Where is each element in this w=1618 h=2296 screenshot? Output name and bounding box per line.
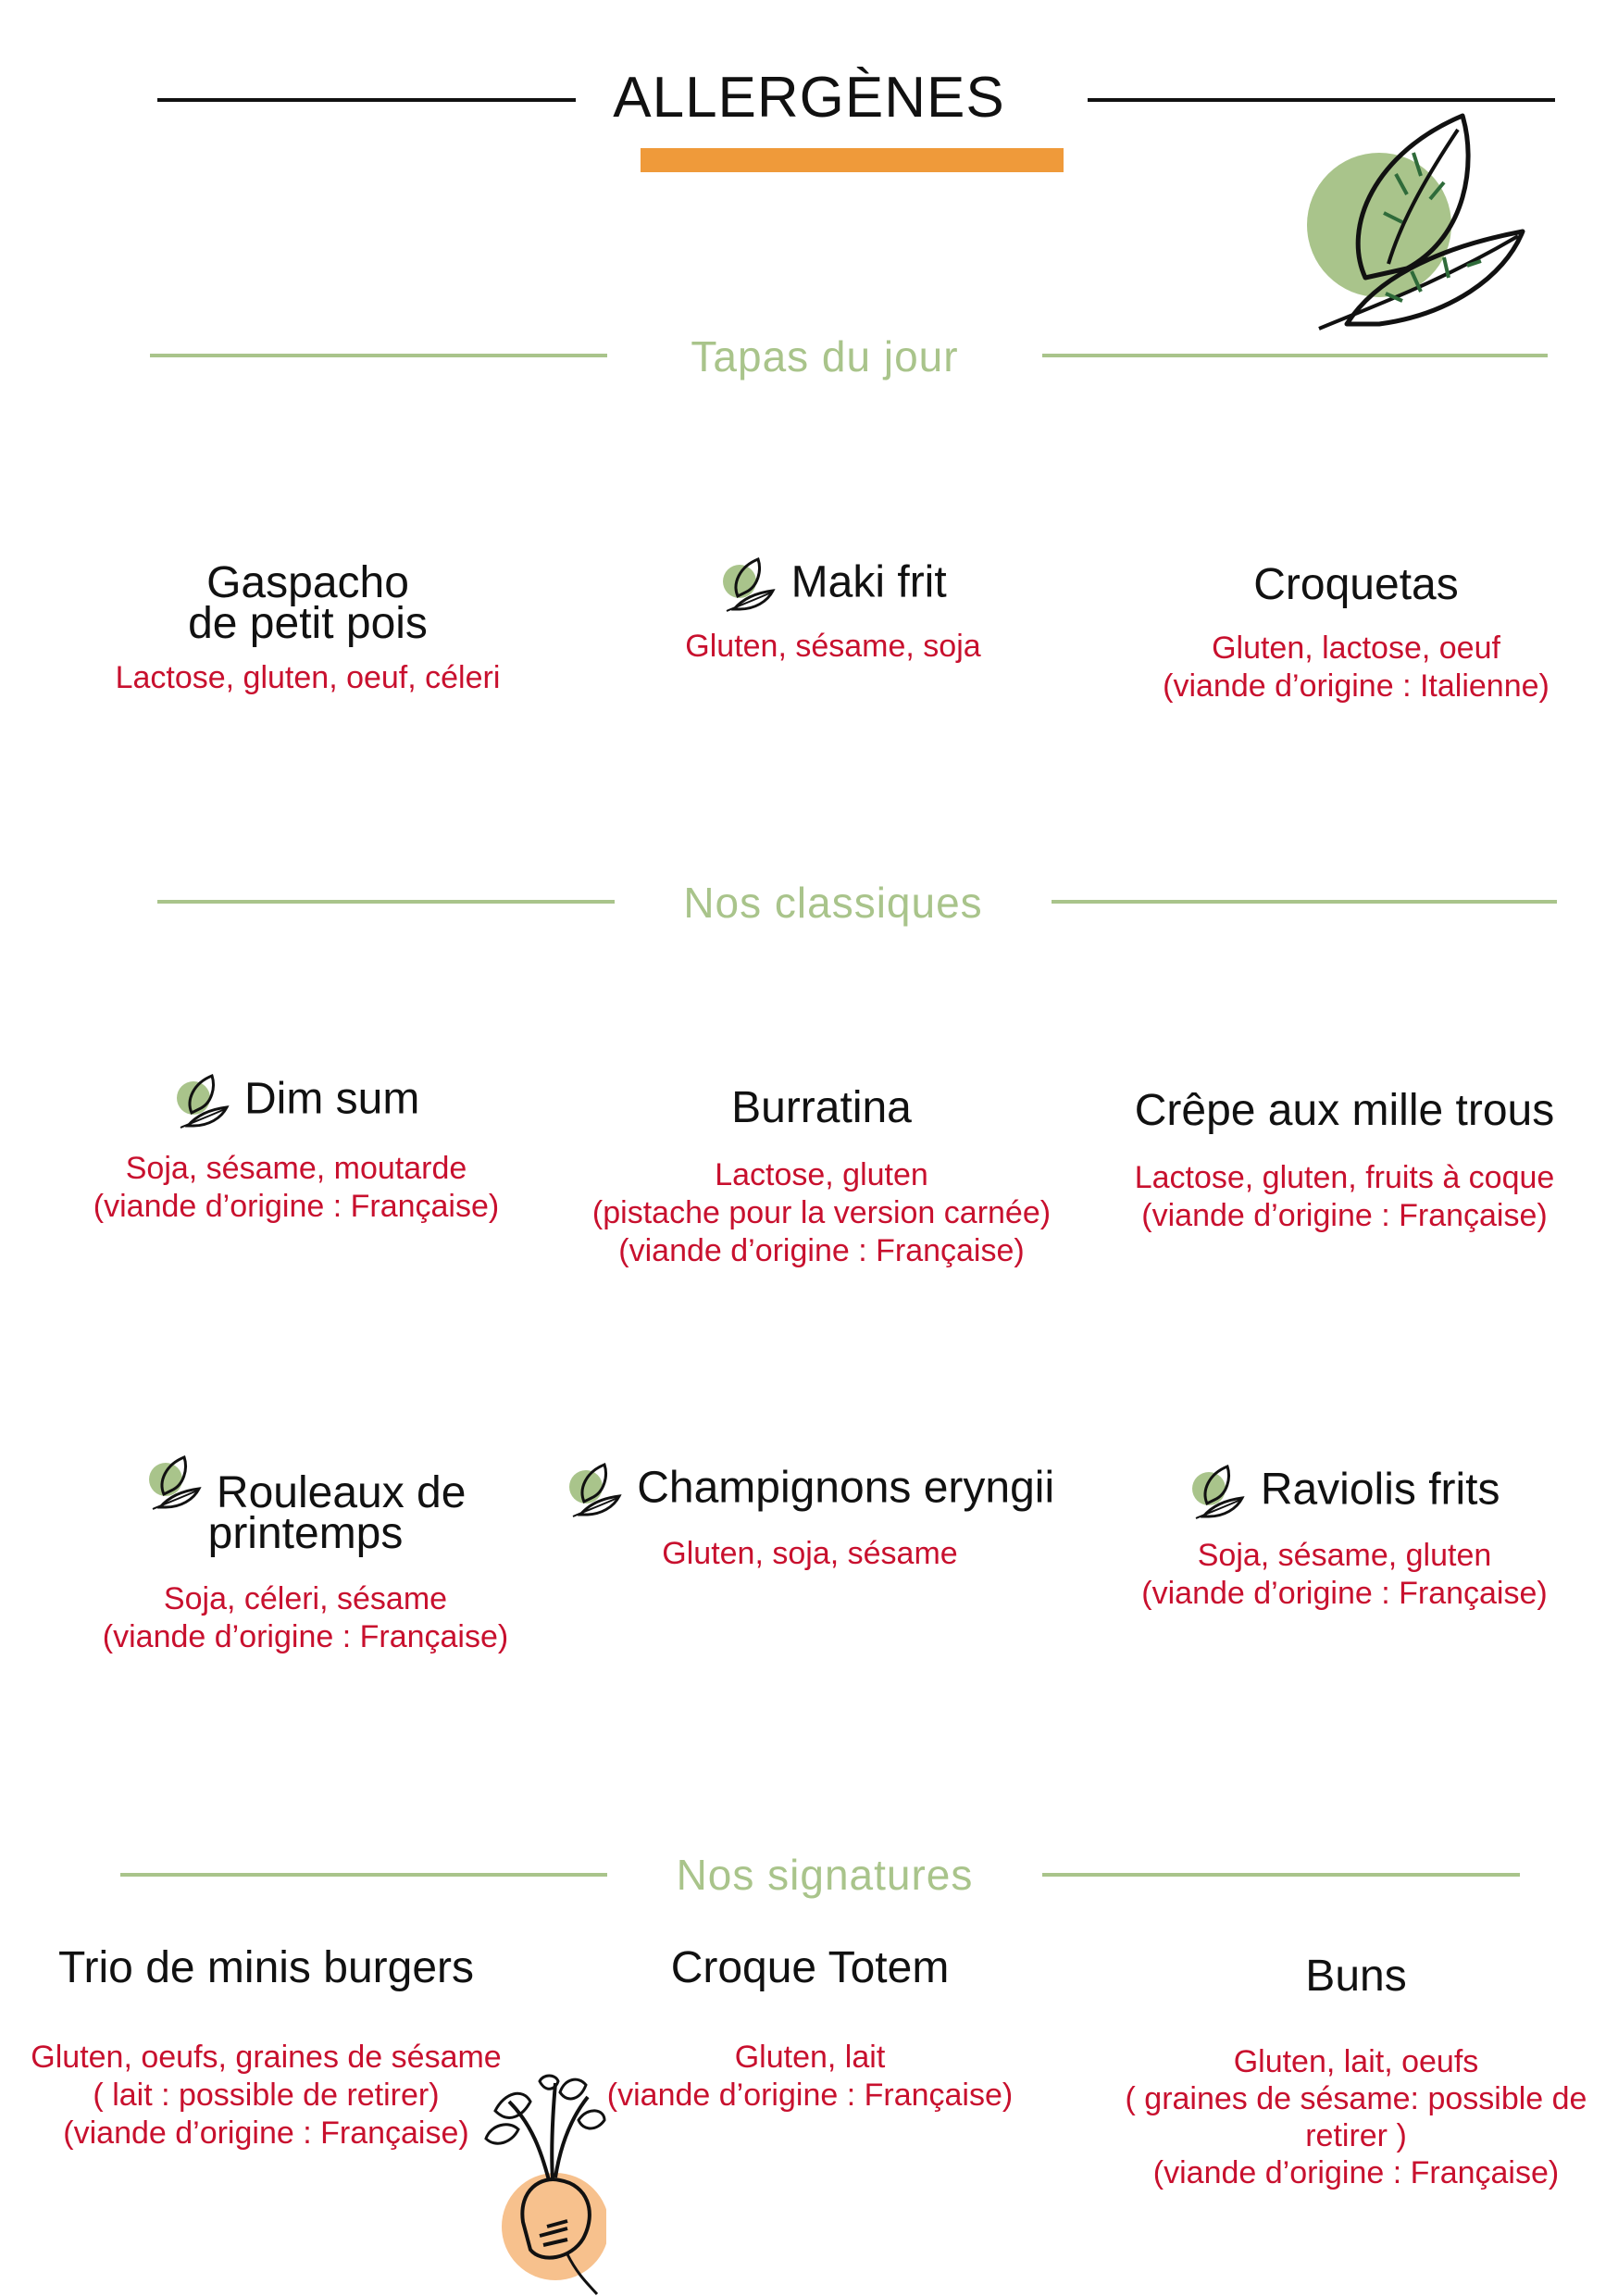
menu-item-rouleaux [19,1454,592,1656]
section-rule-right [1052,900,1557,904]
leaf-icon [173,1072,232,1131]
item-name: Raviolis frits [1078,1463,1611,1522]
title-underline [641,148,1064,172]
item-allergens: Gluten, lactose, oeuf (viande d’origine : Italienne) [1163,630,1550,704]
leaf-icon [719,555,778,615]
menu-item-champignons [514,1461,1106,1573]
leaf-icon [145,1454,205,1513]
item-allergens: Gluten, lait (viande d’origine : Française) [606,2040,1014,2113]
item-allergens: Lactose, gluten (pistache pour la version carnée) (viande d’origine : Française) [591,1157,1052,1268]
item-allergens: Soja, céleri, sésame (viande d’origine : Française) [102,1581,509,1654]
page-title: ALLERGÈNES [613,66,1005,130]
item-allergens: Gluten, lait, oeufs ( graines de sésame: possible de retirer ) (viande d’origine : Française) [1125,2044,1587,2190]
item-allergens: Gluten, sésame, soja [685,629,981,664]
section-rule-left [157,900,615,904]
item-name: Buns [1305,1952,1407,2001]
item-name: Burratina [731,1083,912,1132]
menu-item-maki-frit [611,555,1055,666]
menu-item-burratina [555,1083,1088,1270]
leaf-icon [566,1461,625,1520]
menu-item-trio-burgers [0,1943,532,2152]
menu-item-croque-totem [555,1943,1064,2115]
section-rule-right [1042,1873,1520,1877]
item-name: Champignons eryngii [514,1461,1106,1520]
item-allergens: Lactose, gluten, oeuf, céleri [115,660,501,695]
menu-item-croquetas [1092,560,1618,705]
item-allergens: Soja, sésame, gluten (viande d’origine : Française) [1141,1538,1548,1611]
section-rule-right [1042,354,1548,357]
item-allergens: Gluten, soja, sésame [662,1536,958,1571]
section-title-signatures: Nos signatures [676,1851,974,1899]
item-name: Trio de minis burgers [57,1943,475,1992]
menu-item-raviolis [1078,1463,1611,1613]
item-name: Crêpe aux mille trous [1134,1086,1555,1135]
item-name: Gaspacho de petit pois [188,558,428,648]
section-rule-left [120,1873,607,1877]
section-rule-left [150,354,607,357]
item-allergens: Gluten, oeufs, graines de sésame ( lait : possible de retirer) (viande d’origine : Française) [31,2040,502,2151]
item-name: Croque Totem [670,1943,950,1992]
item-name: Rouleaux de printemps [19,1454,592,1554]
menu-item-buns [1092,1952,1618,2191]
item-name: Croquetas [1253,560,1459,609]
beetroot-icon [467,2074,606,2296]
item-name: Maki frit [611,555,1055,615]
menu-item-crepe [1078,1086,1611,1235]
menu-item-dim-sum [19,1072,574,1226]
menu-item-gaspacho [19,558,597,697]
leaf-icon [1189,1463,1248,1522]
section-title-classiques: Nos classiques [683,879,983,927]
item-allergens: Soja, sésame, moutarde (viande d’origine : Française) [93,1151,500,1224]
leaves-icon [1291,106,1541,343]
section-title-tapas: Tapas du jour [691,332,959,381]
item-allergens: Lactose, gluten, fruits à coque (viande d’origine : Française) [1134,1160,1555,1233]
item-name: Dim sum [19,1072,574,1131]
